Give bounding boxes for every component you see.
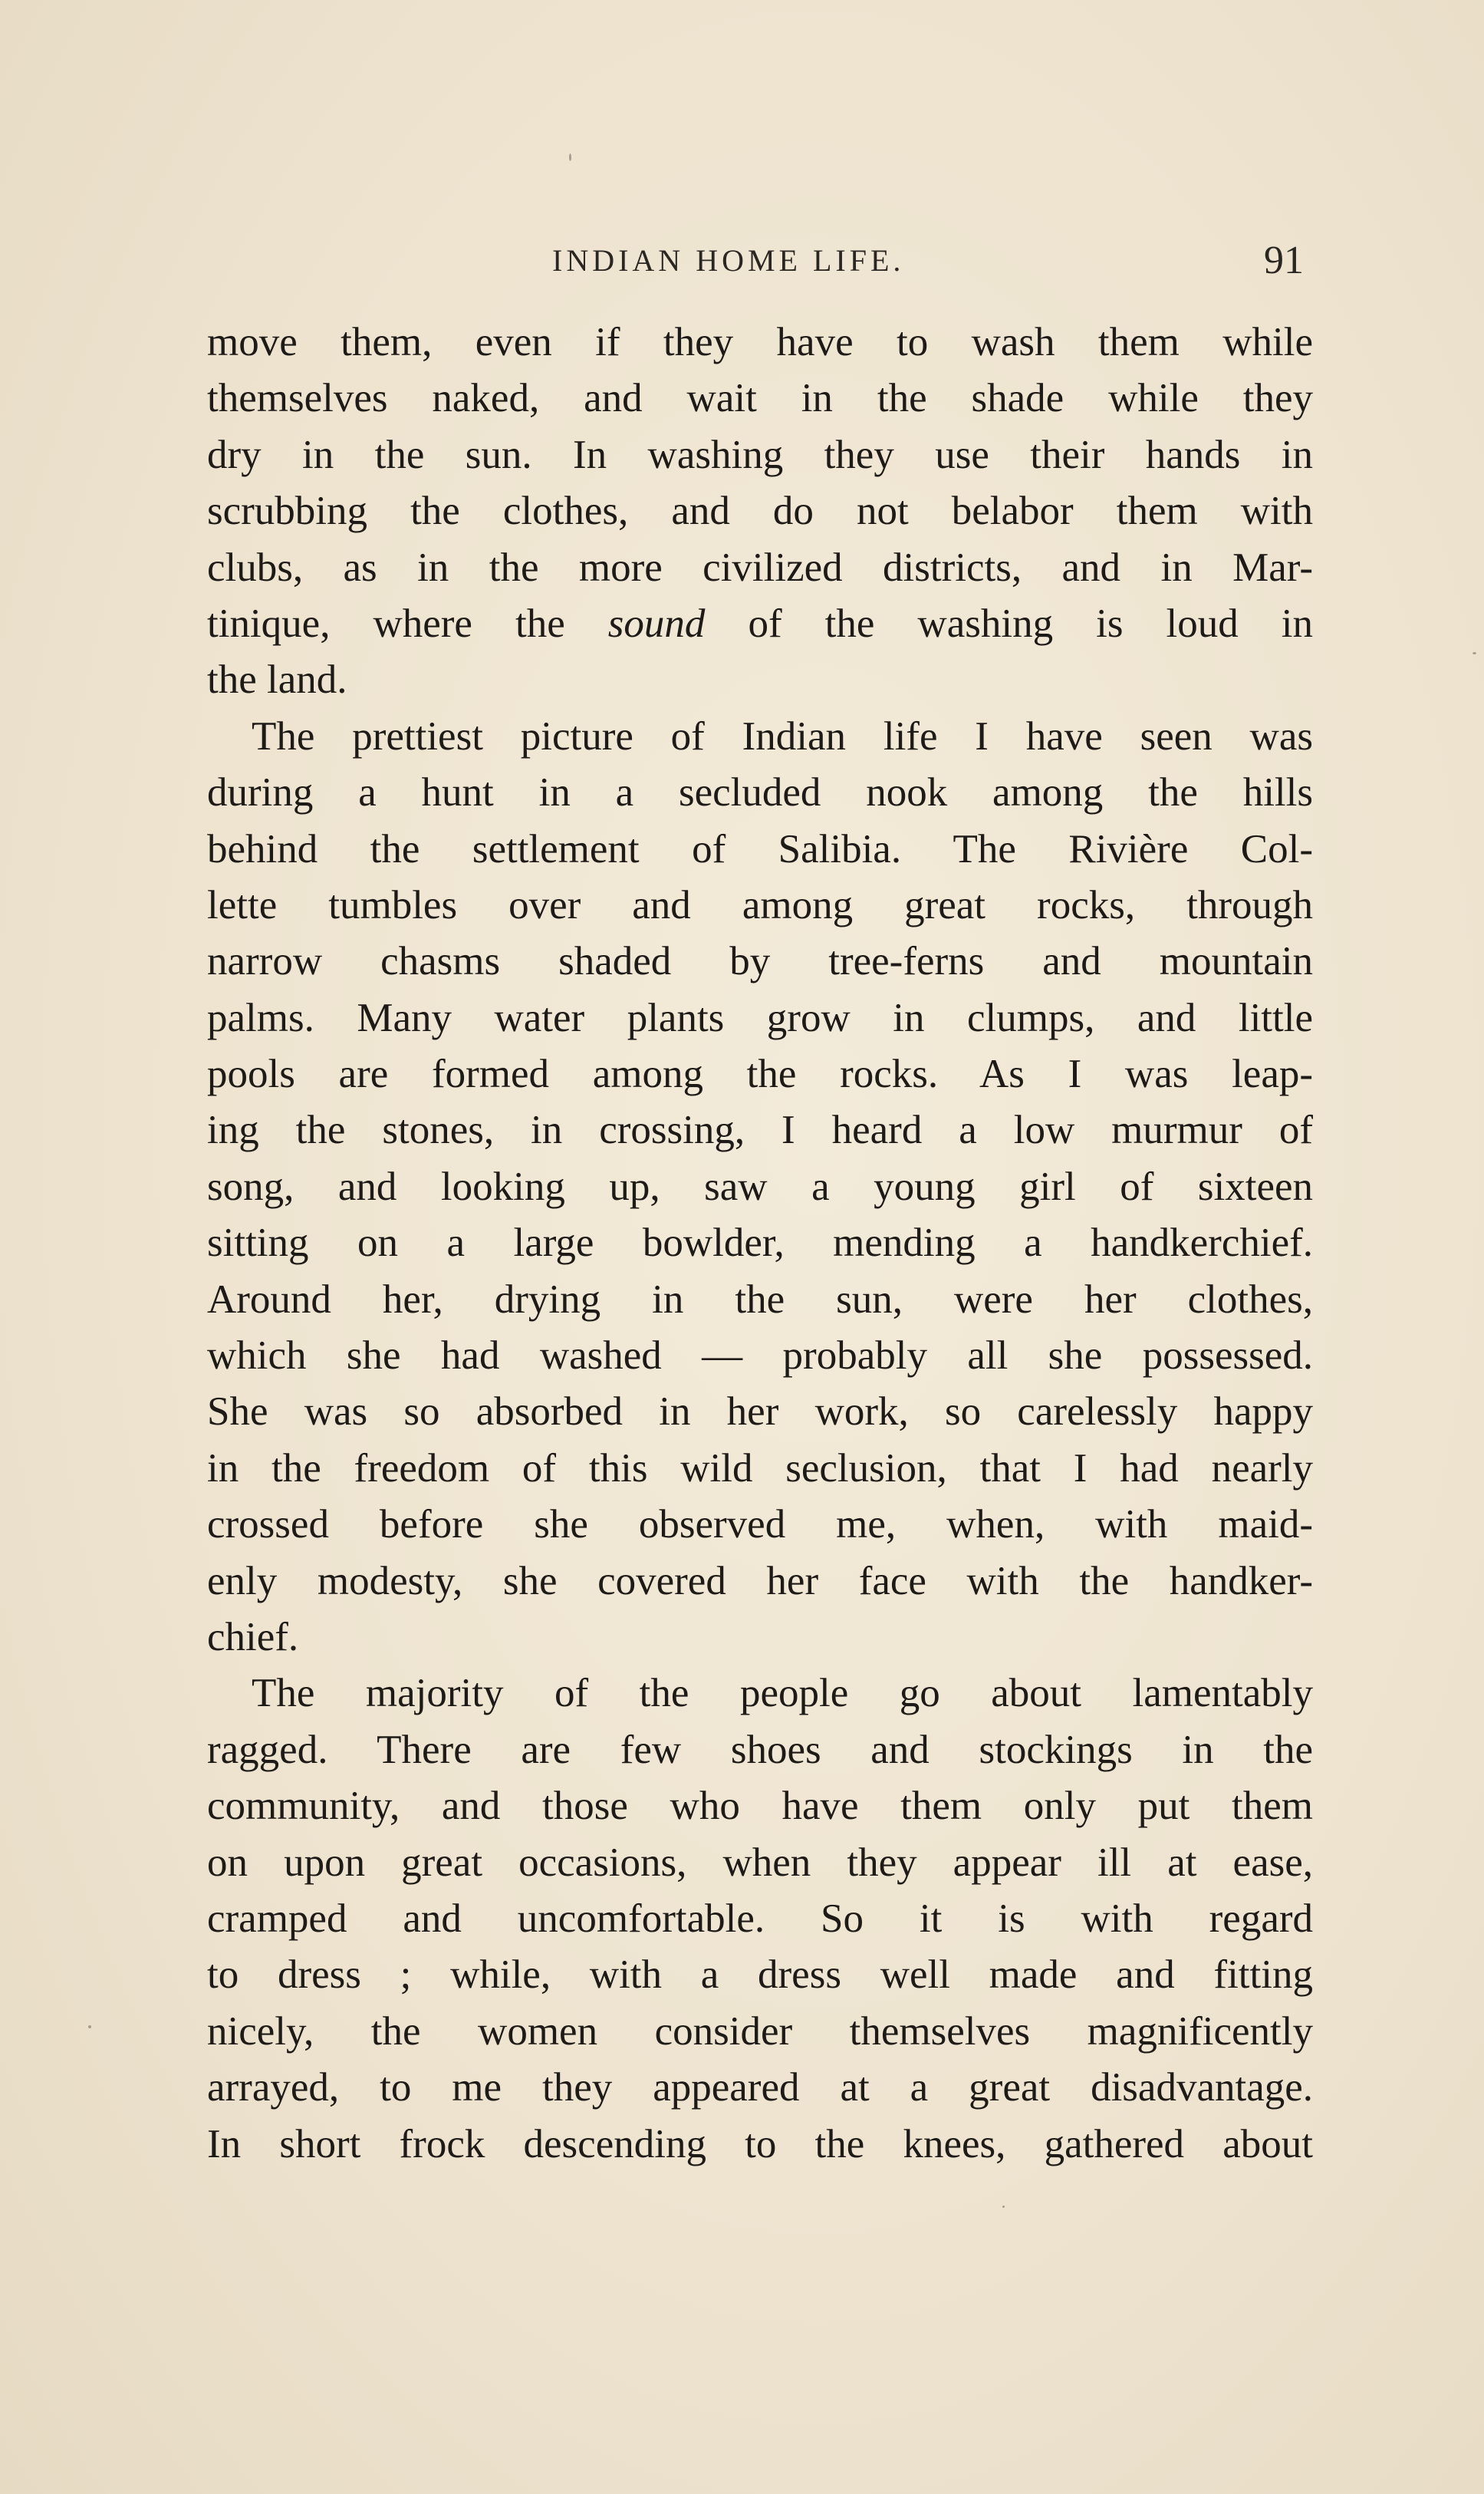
text-line: during a hunt in a secluded nook among the hills [207,770,1313,815]
text-line: the land. [207,657,347,703]
text-line: narrow chasms shaded by tree-ferns and mountain [207,939,1313,984]
paragraph-2 [207,709,1313,1666]
text-line: in the freedom of this wild seclusion, that I had nearly [207,1445,1313,1491]
text-line: enly modesty, she covered her face with the handker- [207,1558,1313,1603]
text-line: song, and looking up, saw a young girl of sixteen [207,1164,1313,1209]
text-line: chief. [207,1614,299,1659]
text-line: sitting on a large bowlder, mending a handkerchief. [207,1221,1313,1266]
paper-speck [569,153,571,161]
text-line: which she had washed — probably all she possessed. [207,1333,1313,1379]
running-head [0,238,1484,284]
text-line: crossed before she observed me, when, with maid- [207,1502,1313,1547]
paper-speck [88,2025,91,2028]
text-line: behind the settlement of Salibia. The Rivière Col- [207,826,1313,871]
text-line: lette tumbles over and among great rocks, through [207,882,1313,927]
text-line: The majority of the people go about lamentably [252,1671,1313,1716]
italic-word: sound [607,601,706,646]
text-line: clubs, as in the more civilized districts, and in Mar- [207,545,1313,590]
text-line: themselves naked, and wait in the shade while they [207,376,1313,421]
text-line: cramped and uncomfortable. So it is with regard [207,1896,1313,1941]
text-segment: tinique, where the [207,601,608,646]
text-line: to dress ; while, with a dress well made and fitting [207,1952,1313,1998]
paragraph-3 [207,1665,1313,2173]
text-line: move them, even if they have to wash them while [207,320,1313,364]
body-text [207,315,1313,2173]
paper-speck [1002,2206,1005,2208]
text-segment: of the washing is loud in [705,601,1313,646]
text-line: arrayed, to me they appeared at a great disadvantage. [207,2065,1313,2110]
text-line: nicely, the women consider themselves magnificently [207,2008,1313,2054]
text-line: dry in the sun. In washing they use their hands in [207,432,1313,477]
text-line: The prettiest picture of Indian life I have seen was [252,713,1313,759]
text-line: ing the stones, in crossing, I heard a low murmur of [207,1108,1313,1153]
text-line-with-italic [207,596,1313,652]
text-line: pools are formed among the rocks. As I was leap- [207,1052,1313,1097]
text-line: scrubbing the clothes, and do not belabor them with [207,489,1313,534]
paragraph-1 [207,315,1313,709]
text-line: In short frock descending to the knees, gathered about [207,2121,1313,2166]
text-line: community, and those who have them only put them [207,1784,1313,1829]
running-head-title: INDIAN HOME LIFE. [552,243,905,278]
text-line: palms. Many water plants grow in clumps, and little [207,995,1313,1040]
text-line: Around her, drying in the sun, were her clothes, [207,1277,1313,1322]
text-line: She was so absorbed in her work, so carelessly happy [207,1389,1313,1435]
text-line: ragged. There are few shoes and stockings in the [207,1727,1313,1772]
page-number: 91 [1264,239,1304,282]
text-line: on upon great occasions, when they appear ill at ease, [207,1840,1313,1885]
paper-speck [1472,652,1476,654]
